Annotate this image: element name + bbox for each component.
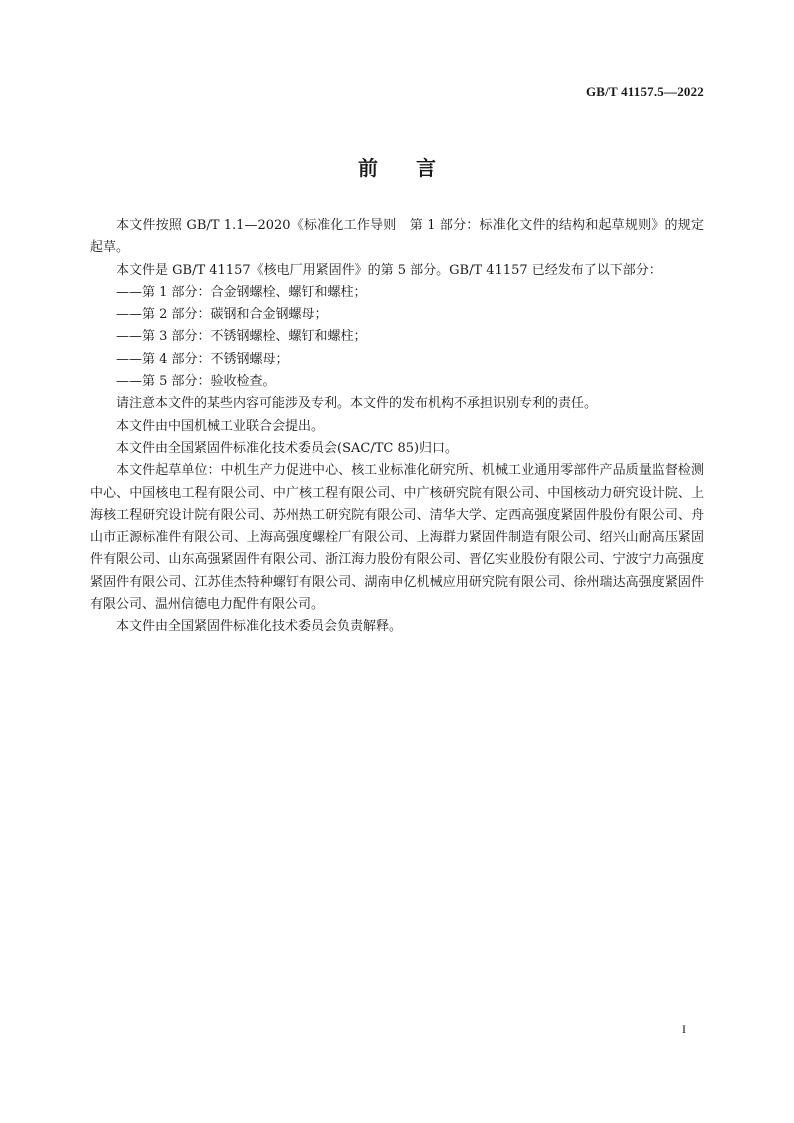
standard-code: GB/T 41157.5—2022 xyxy=(585,84,704,99)
paragraph-drafting-units: 本文件起草单位：中机生产力促进中心、核工业标准化研究所、机械工业通用零部件产品质量监督检测中心、中国核电工程有限公司、中广核工程有限公司、中广核研究院有限公司、中国核动力研究设计院、上海核工程研究设计院有限公司、苏州热工研究院有限公司、清华大学、定西高强度紧固件股份有限公司、舟山市正源标准件有限公司、上海高强度螺栓厂有限公司、上海群力紧固件制造有限公司、绍兴山耐高压紧固件有限公司、山东高强紧固件有限公司、浙江海力股份有限公司、晋亿实业股份有限公司、宁波宁力高强度紧固件有限公司、江苏佳杰特种螺钉有限公司、湖南申亿机械应用研究院有限公司、徐州瑞达高强度紧固件有限公司、温州信德电力配件有限公司。 xyxy=(90,463,704,613)
paragraph-centralized: 本文件由全国紧固件标准化技术委员会(SAC/TC 85)归口。 xyxy=(116,440,459,456)
foreword-body xyxy=(90,215,704,639)
part-list-item: ——第 5 部分：验收检查。 xyxy=(116,374,276,390)
part-list-item: ——第 1 部分：合金钢螺栓、螺钉和螺柱； xyxy=(116,284,367,300)
paragraph-patent-notice: 请注意本文件的某些内容可能涉及专利。本文件的发布机构不承担识别专利的责任。 xyxy=(116,396,598,412)
title-char-1: 前 xyxy=(358,156,378,180)
paragraph-proposer: 本文件由中国机械工业联合会提出。 xyxy=(116,418,325,434)
title-char-2: 言 xyxy=(416,156,436,180)
part-list-item: ——第 2 部分：碳钢和合金钢螺母； xyxy=(116,307,328,323)
page-number: I xyxy=(682,1022,686,1036)
paragraph-interpretation: 本文件由全国紧固件标准化技术委员会负责解释。 xyxy=(116,619,403,635)
page-title xyxy=(0,152,794,181)
paragraph-drafting-rules: 本文件按照 GB/T 1.1—2020《标准化工作导则 第 1 部分：标准化文件的结构和起草规则》的规定起草。 xyxy=(90,218,704,256)
part-list-item: ——第 4 部分：不锈钢螺母； xyxy=(116,351,289,367)
paragraph-series-intro: 本文件是 GB/T 41157《核电厂用紧固件》的第 5 部分。GB/T 41157 已经发布了以下部分： xyxy=(116,262,662,278)
part-list-item: ——第 3 部分：不锈钢螺栓、螺钉和螺柱； xyxy=(116,329,367,345)
